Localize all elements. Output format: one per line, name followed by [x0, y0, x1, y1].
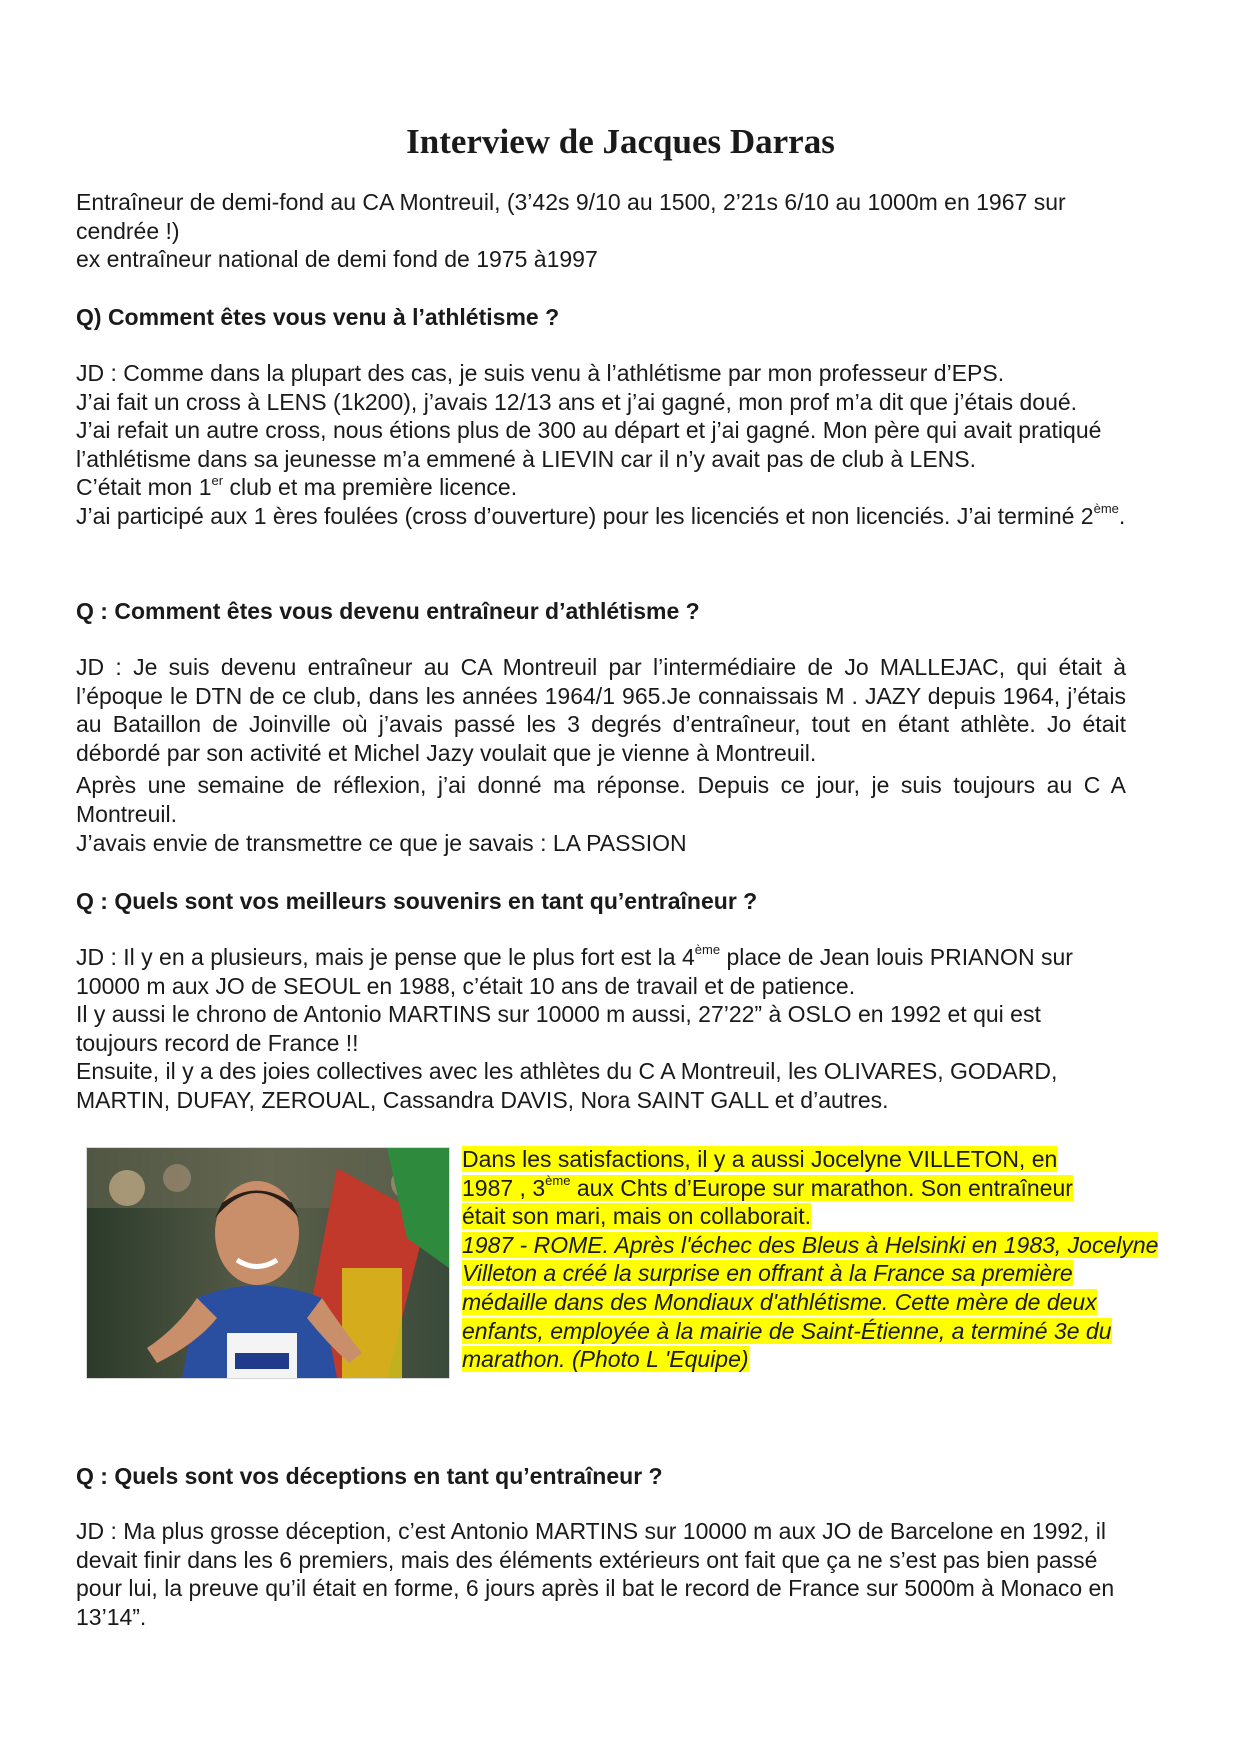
question-2: [76, 597, 1126, 626]
intro-line-1: Entraîneur de demi-fond au CA Montreuil, (3’42s 9/10 au 1500, 2’21s 6/10 au 1000m en 1967 sur cendrée !): [76, 189, 1066, 244]
caption-line-2: [462, 1174, 1162, 1203]
photo-caption-italic-text: 1987 - ROME. Après l'échec des Bleus à Helsinki en 1983, Jocelyne Villeton a créé la surprise en offrant à la France sa première médaille dans des Mondiaux d'athlétisme. Cette mère de deux enfants, employée à la mairie de Saint-Étienne, a terminé 3e du marathon. (Photo L 'Equipe): [462, 1231, 1159, 1373]
answer-1-p4-text: C’était mon 1: [76, 474, 212, 501]
highlighted-caption: [462, 1145, 1162, 1374]
question-2-heading: Q : Comment êtes vous devenu entraîneur d’athlétisme ?: [76, 598, 700, 624]
photo-illustration: [87, 1148, 449, 1378]
photo-caption-italic: [462, 1231, 1162, 1374]
answer-1-p5-text-end: .: [1118, 502, 1126, 529]
answer-1-p5-text: J’ai participé aux 1 ères foulées (cross d’ouverture) pour les licenciés et non licenciés. J’ai terminé 2: [76, 502, 1094, 529]
caption-line-3-text: était son mari, mais on collaborait.: [462, 1203, 811, 1230]
answer-2-p2: Après une semaine de réflexion, j’ai donné ma réponse. Depuis ce jour, je suis toujours au C A Montreuil.: [76, 772, 1126, 827]
question-4: [76, 1462, 1126, 1491]
caption-line-2-end: aux Chts d’Europe sur marathon. Son entraîneur: [570, 1174, 1073, 1201]
answer-4: [76, 1517, 1126, 1631]
answer-2: [76, 653, 1126, 857]
superscript: ème: [545, 1172, 571, 1188]
caption-line-3: [462, 1202, 1162, 1231]
intro-line-2: ex entraîneur national de demi fond de 1975 à1997: [76, 246, 598, 273]
superscript: er: [211, 472, 224, 488]
answer-2-p3: J’avais envie de transmettre ce que je savais : LA PASSION: [76, 829, 687, 856]
superscript: ème: [1093, 501, 1119, 517]
caption-line-2-text: [462, 1172, 1073, 1201]
superscript: ème: [694, 942, 721, 958]
answer-1-p4: [76, 473, 1126, 502]
answer-3-p1: [76, 943, 1126, 1000]
intro-section: [76, 188, 1126, 274]
answer-4-p1: JD : Ma plus grosse déception, c’est Antonio MARTINS sur 10000 m aux JO de Barcelone en 1992, il devait finir dans les 6 premiers, mais des éléments extérieurs ont fait que ça ne s’est pas bien passé pour lui, la preuve qu’il était en forme, 6 jours après il bat le record de France sur 5000m à Monaco en 13’14”.: [76, 1518, 1115, 1630]
question-3: [76, 887, 1126, 916]
answer-3: [76, 943, 1126, 1115]
answer-1-p1: JD : Comme dans la plupart des cas, je suis venu à l’athlétisme par mon professeur d’EPS.: [76, 360, 1005, 386]
answer-1-p4-text-end: club et ma première licence.: [223, 474, 518, 501]
answer-3-p2: Il y aussi le chrono de Antonio MARTINS sur 10000 m aussi, 27’22” à OSLO en 1992 et qui est toujours record de France !!: [76, 1001, 1041, 1056]
question-4-heading: Q : Quels sont vos déceptions en tant qu’entraîneur ?: [76, 1463, 663, 1489]
question-3-heading: Q : Quels sont vos meilleurs souvenirs en tant qu’entraîneur ?: [76, 888, 758, 914]
caption-line-2-start: 1987 , 3: [462, 1174, 546, 1201]
answer-1-p3: J’ai refait un autre cross, nous étions plus de 300 au départ et j’ai gagné. Mon père qui avait pratiqué l’athlétisme dans sa jeunesse m’a emmené à LIEVIN car il n’y avait pas de club à LENS.: [76, 417, 1102, 472]
answer-3-p1-text-end: place de Jean louis PRIANON sur 10000 m aux JO de SEOUL en 1988, c’était 10 ans de travail et de patience.: [76, 944, 1073, 999]
answer-3-p1-text: JD : Il y en a plusieurs, mais je pense que le plus fort est la 4: [76, 944, 695, 970]
athlete-photo: [86, 1147, 450, 1379]
answer-1: [76, 359, 1126, 531]
page-title: Interview de Jacques Darras: [406, 122, 835, 161]
answer-1-p2: J’ai fait un cross à LENS (1k200), j’avais 12/13 ans et j’ai gagné, mon prof m’a dit que j’étais doué.: [76, 388, 1078, 415]
answer-3-p3: Ensuite, il y a des joies collectives avec les athlètes du C A Montreuil, les OLIVARES, GODARD, MARTIN, DUFAY, ZEROUAL, Cassandra DAVIS, Nora SAINT GALL et d’autres.: [76, 1058, 1058, 1113]
question-1: [76, 303, 1126, 332]
answer-2-p1: JD : Je suis devenu entraîneur au CA Montreuil par l’intermédiaire de Jo MALLEJAC, qui était à l’époque le DTN de ce club, dans les années 1964/1 965.Je connaissais M . JAZY depuis 1964, j’étais au Bataillon de Joinville où j’avais passé les 3 degrés d’entraîneur, tout en étant athlète. Jo était débordé par son activité et Michel Jazy voulait que je vienne à Montreuil.: [76, 654, 1126, 766]
question-1-heading: Q) Comment êtes vous venu à l’athlétisme ?: [76, 304, 560, 330]
answer-1-p5: [76, 502, 1126, 531]
caption-line-1: [462, 1145, 1162, 1174]
caption-line-1-text: Dans les satisfactions, il y a aussi Jocelyne VILLETON, en: [462, 1146, 1058, 1172]
